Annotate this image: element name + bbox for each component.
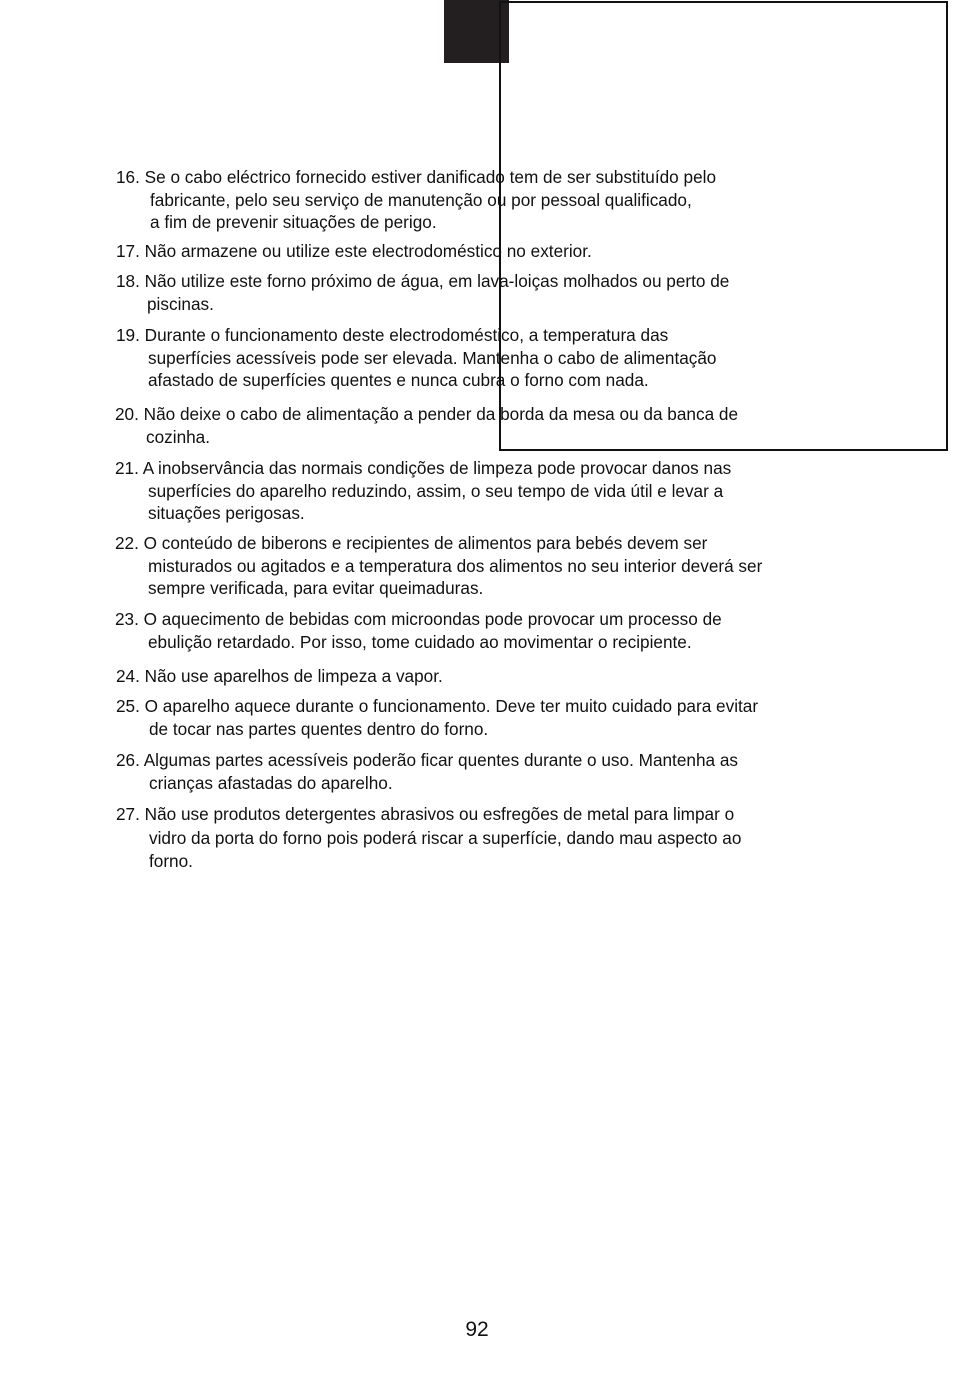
item-line: cozinha. <box>146 426 211 447</box>
list-item-16 <box>116 166 716 234</box>
item-line: 22. O conteúdo de biberons e recipientes de alimentos para bebés devem ser <box>115 533 708 553</box>
list-item-17 <box>116 240 592 263</box>
list-item-20 <box>115 403 738 448</box>
item-line: crianças afastadas do aparelho. <box>149 772 393 793</box>
item-line: misturados ou agitados e a temperatura dos alimentos no seu interior deverá ser <box>148 555 763 576</box>
item-line: ebulição retardado. Por isso, tome cuidado ao movimentar o recipiente. <box>148 631 692 652</box>
list-item-27 <box>116 803 741 874</box>
item-line: 20. Não deixe o cabo de alimentação a pender da borda da mesa ou da banca de <box>115 404 739 424</box>
item-line: 16. Se o cabo eléctrico fornecido estiver danificado tem de ser substituído pelo <box>116 167 717 187</box>
item-line: 17. Não armazene ou utilize este electrodoméstico no exterior. <box>116 241 592 261</box>
item-line: 25. O aparelho aquece durante o funcionamento. Deve ter muito cuidado para evitar <box>116 696 759 716</box>
item-line: 27. Não use produtos detergentes abrasivos ou esfregões de metal para limpar o <box>116 804 735 824</box>
item-line: fabricante, pelo seu serviço de manutenção ou por pessoal qualificado, <box>150 189 692 210</box>
list-item-21 <box>115 457 731 525</box>
item-line: 19. Durante o funcionamento deste electrodoméstico, a temperatura das <box>116 325 669 345</box>
item-line: 23. O aquecimento de bebidas com microondas pode provocar um processo de <box>115 609 722 629</box>
item-line: 24. Não use aparelhos de limpeza a vapor. <box>116 666 443 686</box>
item-line: 26. Algumas partes acessíveis poderão ficar quentes durante o uso. Mantenha as <box>116 750 738 770</box>
list-item-24 <box>116 665 443 688</box>
list-item-23 <box>115 608 722 653</box>
page-number: 92 <box>465 1318 489 1341</box>
list-item-19 <box>116 324 717 392</box>
item-line: superfícies do aparelho reduzindo, assim, o seu tempo de vida útil e levar a <box>148 480 724 501</box>
list-item-18 <box>116 270 729 315</box>
item-line: forno. <box>149 851 193 872</box>
item-line: de tocar nas partes quentes dentro do forno. <box>149 718 489 739</box>
list-item-26 <box>116 749 738 794</box>
item-line: superfícies acessíveis pode ser elevada. Mantenha o cabo de alimentação <box>148 347 717 368</box>
item-line: a fim de prevenir situações de perigo. <box>150 212 437 233</box>
item-line: afastado de superfícies quentes e nunca cubra o forno com nada. <box>148 370 649 391</box>
item-line: vidro da porta do forno pois poderá riscar a superfície, dando mau aspecto ao <box>149 827 742 848</box>
item-line: 18. Não utilize este forno próximo de água, em lava-loiças molhados ou perto de <box>116 271 730 291</box>
item-line: sempre verificada, para evitar queimaduras. <box>148 578 484 599</box>
list-item-25 <box>116 695 758 740</box>
item-line: situações perigosas. <box>148 503 305 524</box>
item-line: 21. A inobservância das normais condições de limpeza pode provocar danos nas <box>115 458 732 478</box>
item-line: piscinas. <box>147 293 214 314</box>
list-item-22 <box>115 532 762 600</box>
